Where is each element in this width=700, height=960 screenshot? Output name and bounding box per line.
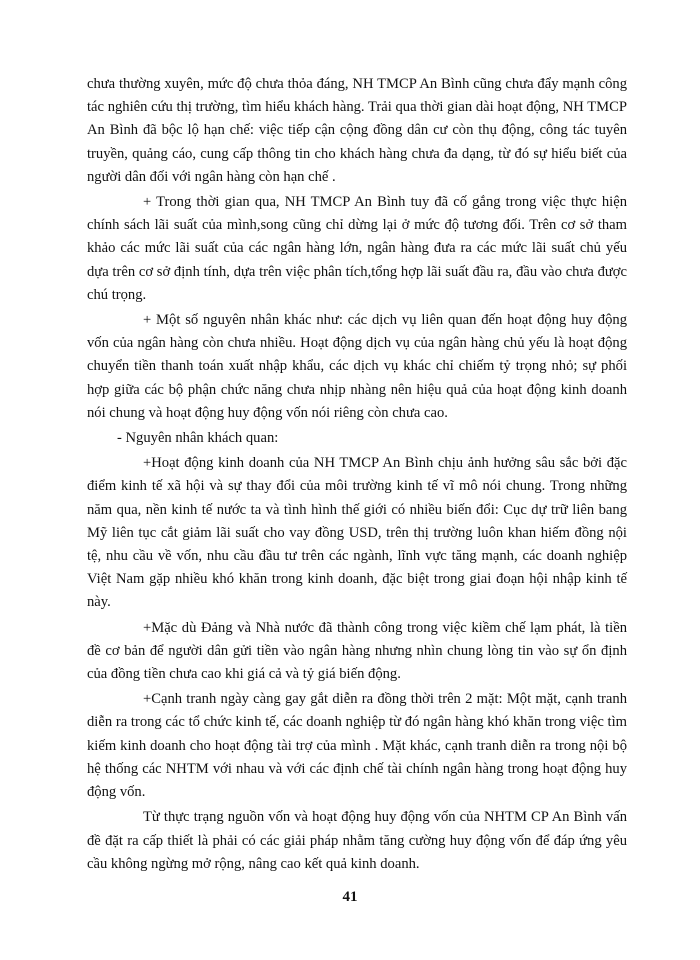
paragraph-macro-economy: +Hoạt động kinh doanh của NH TMCP An Bình chịu ảnh hưởng sâu sắc bởi đặc điểm kinh tế xã hội và sự thay đổi của môi trường kinh tế vĩ mô nói chung. Trong những năm qua, nền kinh tế nước ta và tình hình thế giới có nhiều biến đổi: Cục dự trữ liên bang Mỹ liên tục cắt giảm lãi suất cho vay đồng USD, trên thị trường luôn khan hiếm đồng nội tệ, nhu cầu về vốn, nhu cầu đầu tư trên các ngành, lĩnh vực tăng mạnh, các doanh nghiệp Việt Nam gặp nhiều khó khăn trong kinh doanh, đặc biệt trong giai đoạn hội nhập kinh tế này. [87, 455, 627, 611]
paragraph-conclusion: Từ thực trạng nguồn vốn và hoạt động huy động vốn của NHTM CP An Bình vấn đề đặt ra cấp thiết là phải có các giải pháp nhằm tăng cường huy động vốn để đáp ứng yêu cầu không ngừng mở rộng, nâng cao kết quả kinh doanh. [87, 809, 627, 872]
paragraph-continuation: chưa thường xuyên, mức độ chưa thỏa đáng, NH TMCP An Bình cũng chưa đẩy mạnh công tác nghiên cứu thị trường, tìm hiểu khách hàng. Trải qua thời gian dài hoạt động, NH TMCP An Bình đã bộc lộ hạn chế: việc tiếp cận cộng đồng dân cư còn thụ động, công tác tuyên truyền, quảng cáo, cung cấp thông tin cho khách hàng chưa đa dạng, từ đó sự hiểu biết của người dân đối với ngân hàng còn hạn chế . [87, 76, 627, 185]
paragraph-interest-rate-policy: + Trong thời gian qua, NH TMCP An Bình tuy đã cố gắng trong việc thực hiện chính sách lãi suất của mình,song cũng chỉ dừng lại ở mức độ tương đối. Trên cơ sở tham khảo các mức lãi suất của các ngân hàng lớn, ngân hàng đưa ra các mức lãi suất chủ yếu dựa trên cơ sở định tính, dựa trên việc phân tích,tổng hợp lãi suất đầu ra, đầu vào chưa được chú trọng. [87, 194, 627, 303]
paragraph-other-causes: + Một số nguyên nhân khác như: các dịch vụ liên quan đến hoạt động huy động vốn của ngân hàng còn chưa nhiều. Hoạt động dịch vụ của ngân hàng chủ yếu là hoạt động chuyển tiền thanh toán xuất nhập khẩu, các dịch vụ khác chỉ chiếm tỷ trọng nhỏ; sự phối hợp giữa các bộ phận chức năng chưa nhịp nhàng nên hiệu quả của hoạt động kinh doanh nói chung và hoạt động huy động vốn nói riêng còn chưa cao. [87, 312, 627, 421]
paragraph-inflation-trust: +Mặc dù Đảng và Nhà nước đã thành công trong việc kiềm chế lạm phát, là tiền đề cơ bản để người dân gửi tiền vào ngân hàng nhưng nhìn chung lòng tin vào sự ổn định của đồng tiền chưa cao khi giá cả và tỷ giá biến động. [87, 619, 627, 683]
document-body [87, 73, 627, 876]
paragraph-competition: +Cạnh tranh ngày càng gay gắt diễn ra đồng thời trên 2 mặt: Một mặt, cạnh tranh diễn ra trong các tổ chức kinh tế, các doanh nghiệp từ đó ngân hàng khó khăn trong việc tìm kiếm kinh doanh cho hoạt động tài trợ của mình . Mặt khác, cạnh tranh diễn ra trong nội bộ hệ thống các NHTM với nhau và với các định chế tài chính ngân hàng trong hoạt động huy động vốn. [87, 691, 627, 801]
section-heading-objective-causes: - Nguyên nhân khách quan: [117, 430, 279, 447]
page-number: 41 [342, 889, 358, 905]
